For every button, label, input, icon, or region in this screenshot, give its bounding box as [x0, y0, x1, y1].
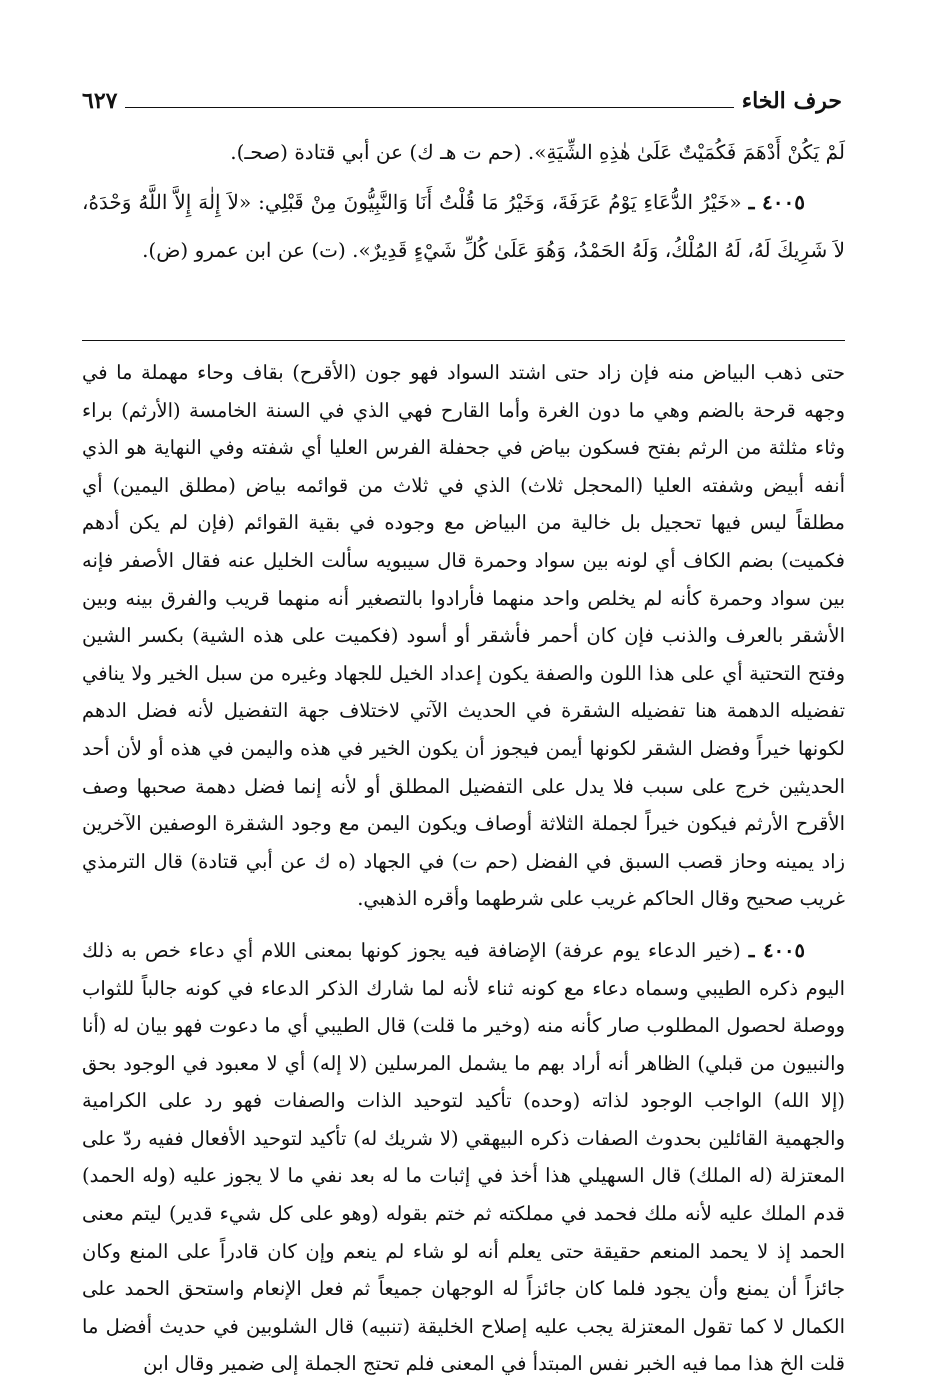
header-rule — [125, 107, 733, 108]
hadith-section — [82, 128, 845, 274]
hadith-number: ٤٠٠٥ ـ — [748, 190, 805, 214]
commentary-section — [82, 354, 845, 1383]
page-number: ٦٢٧ — [82, 88, 118, 114]
hadith-text: «خَيْرُ الدُّعَاءِ يَوْمُ عَرَفَةَ، وَخَيْرُ مَا قُلْتُ أَنَا وَالنَّبِيُّونَ مِنْ قَبْلِي: «لاَ إِلٰهَ إِلاَّ اللَّهُ وَحْدَهُ، لاَ شَرِيكَ لَهُ، لَهُ المُلْكُ، وَلَهُ الحَمْدُ، وَهُوَ عَلَىٰ كُلِّ شَيْءٍ قَدِيرٌ». (ت) عن ابن عمرو (ض). — [82, 190, 845, 262]
hadith-continuation: لَمْ يَكُنْ أَدْهَمَ فَكُمَيْتٌ عَلَىٰ هٰذِهِ الشِّيَةِ». (حم ت هـ ك) عن أبي قتادة (صحـ). — [230, 140, 845, 164]
commentary-paragraph-2-text: (خير الدعاء يوم عرفة) الإضافة فيه يجوز كونها بمعنى اللام أي دعاء خص به ذلك اليوم ذكره الطيبي وسماه دعاء مع كونه ثناء لأنه لما شارك الذكر الدعاء في كونه جالباً للثواب ووصلة لحصول المطلوب صار كأنه منه (وخير ما قلت) قال الطيبي أي ما دعوت فهو بيان له (أنا والنبيون من قبلي) الظاهر أنه أراد بهم ما يشمل المرسلين (لا إله) أي لا معبود في الوجود بحق (إلا الله) الواجب الوجود لذاته (وحده) تأكيد لتوحيد الذات والصفات فهو رد على الكرامية والجهمية القائلين بحدوث الصفات ذكره البيهقي (لا شريك له) تأكيد لتوحيد الأفعال ففيه ردّ على المعتزلة (له الملك) قال السهيلي هذا أخذ في إثبات ما له بعد نفي ما لا يجوز عليه (وله الحمد) قدم الملك عليه لأنه ملك فحمد في مملكته ثم ختم بقوله (وهو على كل شيء قدير) ليتم معنى الحمد إذ لا يحمد المنعم حقيقة حتى يعلم أنه لو شاء لم ينعم وإن كان قادراً على المنع وكان جائزاً أن يمنع وأن يجود فلما كان جائزاً له الوجهان جميعاً ثم فعل الإنعام واستحق الحمد على الكمال لا كما تقول المعتزلة يجب عليه إصلاح الخليقة (تنبيه) قال الشلوبين في حديث أفضل ما قلت الخ هذا مما فيه الخبر نفس المبتدأ في المعنى فلم تحتج الجملة إلى ضمير وقال ابن — [82, 938, 845, 1376]
page-header — [82, 74, 842, 114]
commentary-paragraph-1: حتى ذهب البياض منه فإن زاد حتى اشتد السواد فهو جون (الأقرح) بقاف وحاء مهملة ما في وجهه قرحة بالضم وهي ما دون الغرة وأما القارح فهي الذي في السنة الخامسة (الأرثم) براء وثاء مثلثة من الرثم بفتح فسكون بياض في جحفلة الفرس العليا أي شفته وفي النهاية هو الذي أنفه أبيض وشفته العليا (المحجل ثلاث) الذي في ثلاث من قوائمه بياض (مطلق اليمين) أي مطلقاً ليس فيها تحجيل بل خالية من البياض مع وجوده في بقية القوائم (فإن لم يكن أدهم فكميت) بضم الكاف أي لونه بين سواد وحمرة قال سيبويه سألت الخليل عنه فقال الأصفر فإنه بين سواد وحمرة كأنه لم يخلص واحد منهما فأرادوا بالتصغير أنه منهما قريب والفرق بينه وبين الأشقر بالعرف والذنب فإن كان أحمر فأشقر أو أسود (فكميت على هذه الشية) بكسر الشين وفتح التحتية أي على هذا اللون والصفة يكون إعداد الخيل للجهاد وغيره من سبل الخير ولا ينافي تفضيله الدهمة هنا تفضيله الشقرة في الحديث الآتي لاختلاف جهة التفضيل لأنه فضل الدهم لكونها خيراً وفضل الشقر لكونها أيمن فيجوز أن يكون الخير في هذه واليمن في هذه أو لأن أحد الحديثين خرج على سبب فلا يدل على التفضيل المطلق أو لأنه إنما فضل دهمة صحبها وصف الأقرح الأرثم فيكون خيراً لجملة الثلاثة أوصاف ويكون اليمن مع وجود الشقرة الوصفين الآخرين زاد يمينه وحاز قصب السبق في الفضل (حم ت) في الجهاد (ه ك عن أبي قتادة) قال الترمذي غريب صحيح وقال الحاكم غريب على شرطهما وأقره الذهبي. — [82, 361, 845, 911]
hadith-entry — [82, 178, 845, 274]
commentary-number: ٤٠٠٥ ـ — [748, 938, 806, 962]
commentary-paragraph-2 — [82, 932, 845, 1383]
running-title: حرف الخاء — [741, 88, 842, 114]
footnote-separator — [82, 340, 845, 341]
